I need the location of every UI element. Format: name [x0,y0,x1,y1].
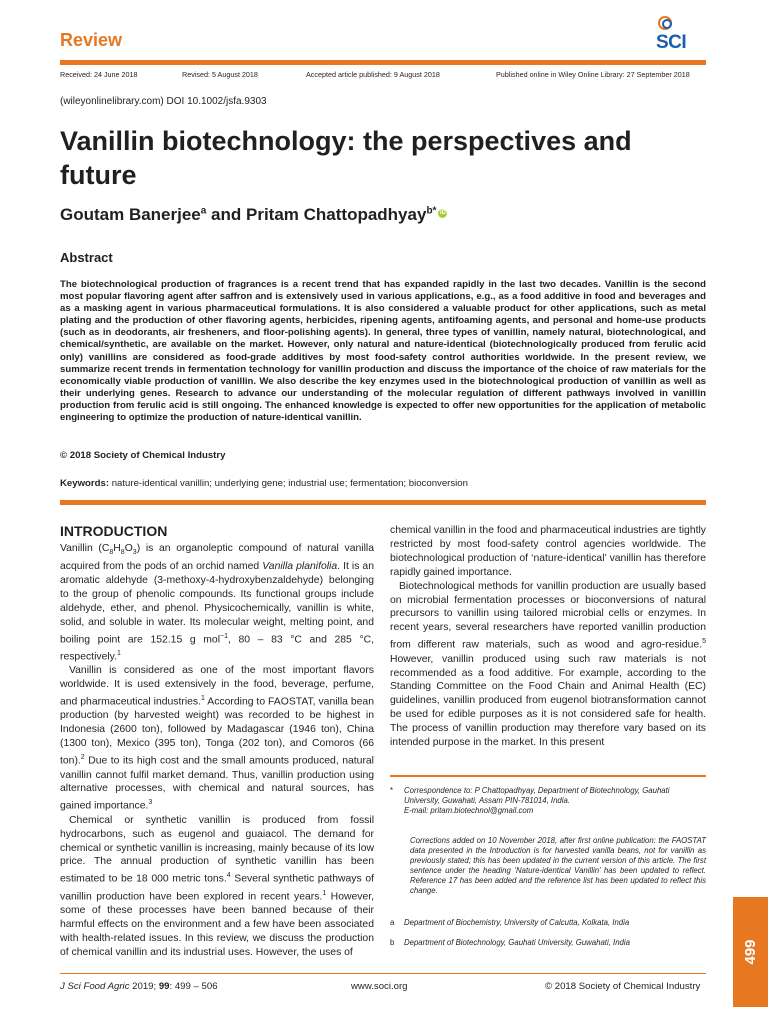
accepted-date: Accepted article published: 9 August 2018 [306,70,440,79]
section-rule [60,500,706,505]
abstract-heading: Abstract [60,250,113,265]
revised-date: Revised: 5 August 2018 [182,70,258,79]
paragraph: Chemical or synthetic vanillin is produced from fossil hydrocarbons, such as eugenol and guaiacol. The demand for chemical or synthetic vanillin is increasing, mainly because of its low price. The annual production of synthetic vanillin has been estimated to be 18 000 metric tons.$^4$ Several synthetic pathways of vanillin production have been explored in recent years.$^1$ However, some of these processes have been banned because of their harmful effects on the environment and a few have been associated with health-related issues. In this review, we discuss the production of chemical vanillin and its industrial uses. However, the uses of [60,814,374,958]
reference-link[interactable]: 3 [148,799,153,807]
reference-link[interactable]: 4 [226,872,231,880]
reference-link[interactable]: 1 [116,649,121,657]
page-number: 499 [742,939,759,965]
footer-copyright: © 2018 Society of Chemical Industry [545,981,701,992]
abstract-text: The biotechnological production of fragrances is a recent trend that has expanded rapidly in the last two decades. Vanillin is the second most popular flavoring agent after saffron and is extensively used in various applications, e.g., as a food additive in food and beverages and as a masking agent in various pharmaceutical formulations. It is also considered a valuable product for other applications, such as metal plating and the production of other flavoring agents, herbicides, ripening agents, antifoaming agents, and personal and home-use products (such as in deodorants, air fresheners, and floor-polishing agents). In general, three types of vanillin, namely natural, biotechnological, and chemical/synthetic, are available on the market. However, only natural and nature-identical (biotechnologically produced from ferulic acid only) vanillins are considered as food-grade additives by most food-safety control authorities worldwide. In the present review, we summarize recent trends in fermentation technology for vanillin production and discuss the importance of the choice of raw materials for the economically viable production of vanillin. We also describe the key enzymes used in the biotechnological production of vanillin as well as their underlying genes. Research to advance our understanding of the molecular regulation of different pathways involved in vanillin production from ferulic acid is still ongoing. The enhanced knowledge is expected to offer new opportunities for the application of metabolic engineering to optimize the production of nature-identical vanillin. [60,279,706,424]
correspondence-text: Correspondence to: P Chattopadhyay, Department of Biotechnology, Gauhati University, Guwahati, Assam PIN-781014, India. [404,786,670,805]
author-list [60,205,447,225]
footnote-rule [390,775,706,777]
keywords-label: Keywords: [60,478,110,489]
keywords-list: nature-identical vanillin; underlying gene; industrial use; fermentation; bioconversion [109,478,468,489]
author-name[interactable]: Goutam Banerjee [60,205,201,224]
correspondence-email[interactable]: E-mail: pritam.biotechnol@gmail.com [404,806,534,815]
affiliation-b: b Department of Biotechnology, Gauhati University, Guwahati, India [390,938,630,947]
paragraph: chemical vanillin in the food and pharmaceutical industries are tightly restricted by most food-safety control agencies worldwide. The biotechnological production of ‘nature-identical’ vanillin has therefore rapidly gained importance. [390,525,706,578]
species-name: Vanilla planifolia [262,560,338,572]
author-separator: and [206,205,246,224]
section-label: Review [60,30,123,50]
logo-inner-ring-icon [662,19,672,29]
correspondence-footnote [390,786,706,816]
published-date: Published online in Wiley Online Library: 27 September 2018 [496,70,690,79]
author-name[interactable]: Pritam Chattopadhyay [246,205,427,224]
reference-link[interactable]: 1 [201,695,205,703]
section-heading-introduction: INTRODUCTION [60,523,168,539]
paragraph: Vanillin $(C_8H_8O_3)$ is an organoleptic compound of natural vanilla acquired from the pods of an orchid named Vanilla planifolia. It is an aromatic aldehyde (3-methoxy-4-hydroxybenzaldehyde) belonging to the group of phenolic compounds. Its functional groups include aldehyde, ether, and phenol. Physicochemically, vanillin is white, solid, and soluble in water. Its molecular weight, melting point, and boiling point are 152.15 g mol$^{-1}$, 80 – 83 °C and 285 °C, respectively.$^1$ [60,543,374,663]
corrections-note: Corrections added on 10 November 2018, after first online publication: the FAOSTAT data presented in the Introduction is for harvested vanilla beans, not for vanillin as previously stated; this has been updated in the current version of this article. The first sentence under the heading ‘Nature-identical Vanillin’ has been updated to reflect. Reference 17 has been added and the reference list has been updated to reflect this change. [410,836,706,895]
article-title: Vanillin biotechnology: the perspectives and future [60,126,632,190]
top-rule [60,60,706,65]
reference-link[interactable]: 5 [702,638,706,646]
keywords [60,478,706,489]
body-column-left [60,542,374,960]
orcid-icon[interactable]: iD [439,210,446,216]
affiliation-a: a Department of Biochemistry, University of Calcutta, Kolkata, India [390,918,630,927]
body-column-right [390,524,706,750]
footer-rule [60,973,706,974]
reference-link[interactable]: 2 [80,754,85,762]
abstract-copyright: © 2018 Society of Chemical Industry [60,450,226,461]
reference-link[interactable]: 1 [322,889,327,897]
received-date: Received: 24 June 2018 [60,70,138,79]
logo-text: SCI [656,32,687,53]
paragraph: Biotechnological methods for vanillin production are usually based on microbial fermentation processes or bioconversions of natural precursors to vanillin using tailored microbial cells or enzymes. In recent years, several researchers have reported vanillin production from different raw materials, such as wood and agro-residue.$^5$ However, vanillin produced using such raw materials is not recommended as a food additive. For example, according to the Standing Committee on the Food Chain and Animal Health (EC) guidelines, vanillin produced from eugenol biotransformation cannot be used for edible purposes as it is not considered safe for health. The process of vanillin production may therefore vary based on its intended purpose in the market. In this present [390,580,706,749]
page-number-tab [733,897,768,1007]
journal-citation: J Sci Food Agric 2019; 99: 499 – 506 [60,981,218,992]
paragraph: Vanillin is considered as one of the most important flavors worldwide. It is used extensively in the food, beverage, perfume, and pharmaceutical industries.$^1$ According to FAOSTAT, vanilla bean production (by harvested weight) was recorded to be highest in Indonesia (2600 ton), followed by Madagascar (1946 ton), China (1300 ton), Mexico (395 ton), Tonga (202 ton), and Comoros (66 ton).$^2$ Due to its high cost and the small amounts produced, natural vanillin cannot fulfil market demand. Thus, vanillin production using alternative processes, with chemical and natural sources, has gained importance.$^3$ [60,665,374,812]
society-website-link[interactable]: www.soci.org [351,981,408,992]
sci-logo [648,16,708,56]
affiliation-mark: a [200,205,207,217]
footnote-mark: * [390,786,394,795]
doi-link[interactable]: (wileyonlinelibrary.com) DOI 10.1002/jsfa.9303 [60,96,267,107]
affiliation-mark: b* [426,205,437,217]
